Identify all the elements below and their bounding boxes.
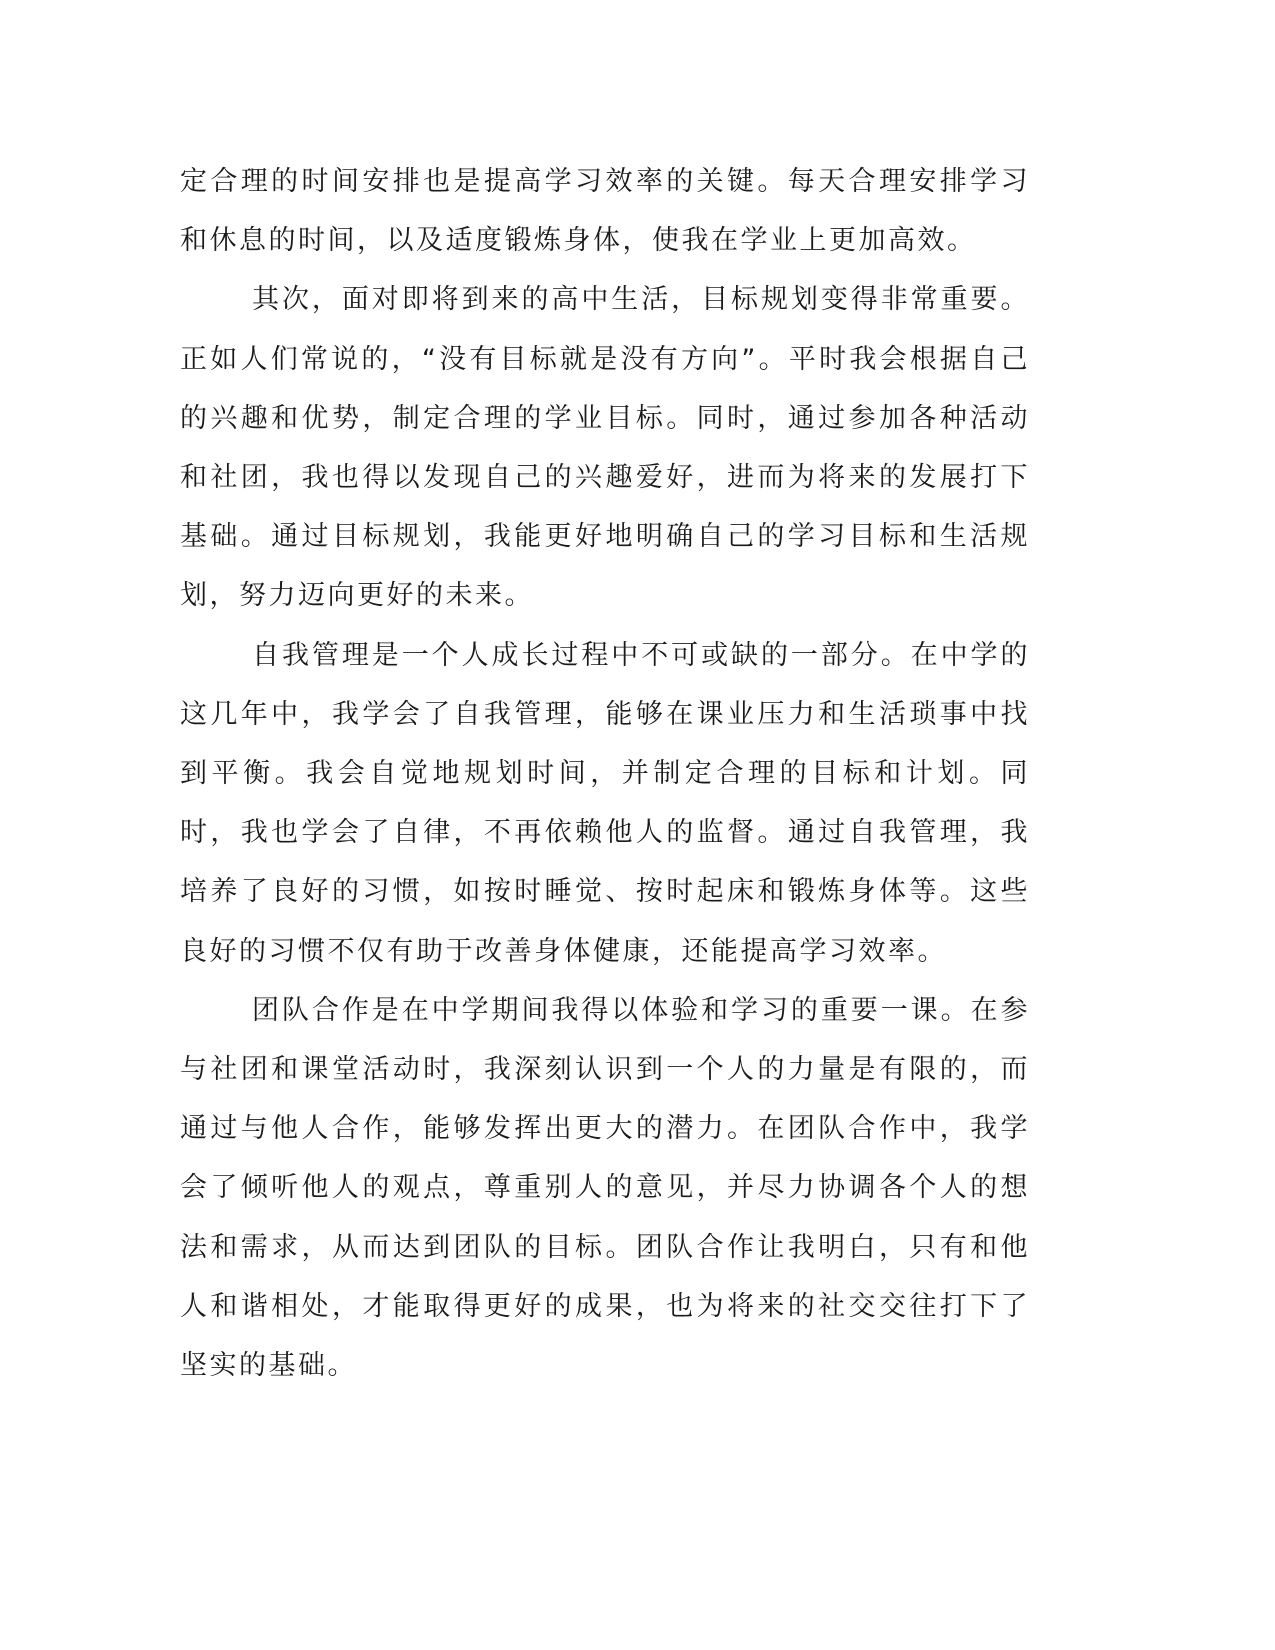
document-body — [180, 152, 1030, 1395]
paragraph-time-management: 定合理的时间安排也是提高学习效率的关键。每天合理安排学习和休息的时间，以及适度锻炼身体，使我在学业上更加高效。 — [180, 166, 1030, 257]
paragraph-goal-planning: 其次，面对即将到来的高中生活，目标规划变得非常重要。正如人们常说的，“没有目标就是没有方向”。平时我会根据自己的兴趣和优势，制定合理的学业目标。同时，通过参加各种活动和社团，我也得以发现自己的兴趣爱好，进而为将来的发展打下基础。通过目标规划，我能更好地明确自己的学习目标和生活规划，努力迈向更好的未来。 — [180, 284, 1030, 612]
paragraph-teamwork: 团队合作是在中学期间我得以体验和学习的重要一课。在参与社团和课堂活动时，我深刻认识到一个人的力量是有限的，而通过与他人合作，能够发挥出更大的潜力。在团队合作中，我学会了倾听他人的观点，尊重别人的意见，并尽力协调各个人的想法和需求，从而达到团队的目标。团队合作让我明白，只有和他人和谐相处，才能取得更好的成果，也为将来的社交交往打下了坚实的基础。 — [180, 994, 1030, 1382]
paragraph-self-management: 自我管理是一个人成长过程中不可或缺的一部分。在中学的这几年中，我学会了自我管理，能够在课业压力和生活琐事中找到平衡。我会自觉地规划时间，并制定合理的目标和计划。同时，我也学会了自律，不再依赖他人的监督。通过自我管理，我培养了良好的习惯，如按时睡觉、按时起床和锻炼身体等。这些良好的习惯不仅有助于改善身体健康，还能提高学习效率。 — [180, 639, 1030, 967]
